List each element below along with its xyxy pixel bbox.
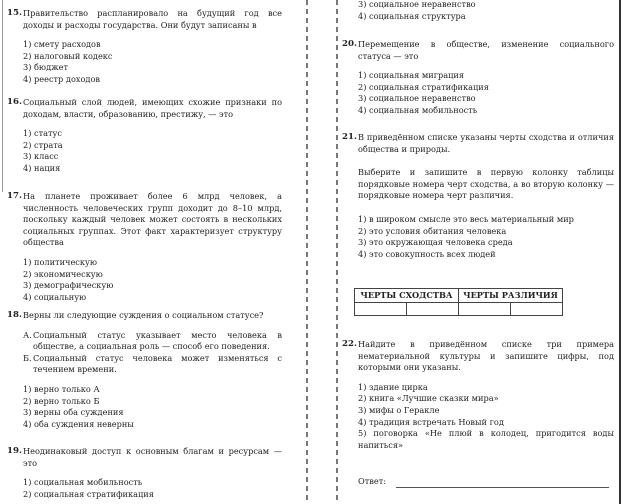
option: 2) это условия обитания человека — [358, 225, 507, 236]
option: 1) в широком смысле это весь материальный мир — [358, 213, 574, 224]
answer-cell[interactable] — [355, 303, 407, 316]
question-number: 21. — [342, 132, 357, 142]
option[interactable]: 3) бюджет — [23, 62, 69, 73]
option[interactable]: 2) верно только Б — [23, 395, 100, 406]
answer-cell[interactable] — [407, 303, 459, 316]
judgment-text: Социальный статус человека может изменяться с течением времени. — [33, 352, 282, 375]
answer-cell[interactable] — [511, 303, 563, 316]
cut-line-right — [336, 0, 338, 504]
option: 5) поговорка «Не плюй в колодец, пригодится воды напиться» — [358, 428, 614, 450]
option: 4) это совокупность всех людей — [358, 248, 496, 259]
options-list — [7, 257, 282, 303]
header-differences: ЧЕРТЫ РАЗЛИЧИЯ — [459, 289, 563, 303]
option[interactable]: 1) социальная мобильность — [23, 477, 143, 488]
option[interactable]: 4) социальная мобильность — [358, 104, 478, 115]
question-text: На планете проживает более 6 млрд человек, а численность человеческих групп доходит до 8–10 млрд, поскольку каждый человек может состоять в нескольких социальных группах. Этот факт характеризует структуру общества — [23, 191, 282, 248]
option: 4) традиция встречать Новый год — [358, 416, 504, 427]
question-instruction: Выберите и запишите в первую колонку таблицы порядковые номера черт сходства, а во вторую колонку — порядковые номера черт различия. — [358, 167, 614, 201]
question-number: 19. — [7, 446, 22, 456]
option: 2) книга «Лучшие сказки мира» — [358, 393, 499, 404]
cut-line-left — [306, 0, 308, 504]
options-list — [342, 0, 614, 22]
option[interactable]: 3) верны оба суждения — [23, 407, 124, 418]
question-number: 22. — [342, 339, 357, 349]
judgment-a — [23, 330, 282, 353]
scan-left-border — [2, 0, 3, 192]
options-list — [342, 70, 614, 116]
judgment-letter: Б. — [23, 352, 32, 363]
question-17 — [7, 191, 282, 303]
option: 1) здание цирка — [358, 381, 428, 392]
answer-cell[interactable] — [459, 303, 511, 316]
options-list — [7, 39, 282, 85]
question-text: Верны ли следующие суждения о социальном статусе? — [23, 310, 264, 320]
option[interactable]: 1) политическую — [23, 256, 97, 267]
judgment-b — [23, 353, 282, 376]
judgments-list — [7, 330, 282, 376]
comparison-table — [354, 288, 563, 316]
question-number: 17. — [7, 191, 22, 201]
option[interactable]: 4) реестр доходов — [23, 73, 100, 84]
option[interactable]: 3) социальное неравенство — [358, 0, 476, 9]
option[interactable]: 4) социальную — [23, 291, 87, 302]
options-list — [7, 384, 282, 430]
question-21 — [342, 132, 614, 260]
option[interactable]: 1) смету расходов — [23, 39, 101, 50]
option: 3) это окружающая человека среда — [358, 237, 513, 248]
option[interactable]: 4) нация — [23, 162, 61, 173]
option[interactable]: 3) демографическую — [23, 280, 114, 291]
option[interactable]: 1) статус — [23, 128, 62, 139]
option[interactable]: 4) оба суждения неверны — [23, 418, 134, 429]
question-19 — [7, 446, 282, 500]
option[interactable]: 2) экономическую — [23, 268, 103, 279]
answer-field — [358, 476, 609, 488]
question-number: 18. — [7, 310, 22, 320]
question-text: В приведённом списке указаны черты сходства и отличия общества и природы. — [358, 132, 614, 154]
table-row — [355, 303, 563, 316]
option[interactable]: 2) социальная стратификация — [358, 81, 489, 92]
question-18 — [7, 310, 282, 430]
question-text: Правительство распланировало на будущий год все доходы и расходы государства. Они будут записаны в — [23, 8, 282, 30]
question-number: 16. — [7, 97, 22, 107]
header-similarities: ЧЕРТЫ СХОДСТВА — [355, 289, 459, 303]
options-list — [342, 382, 614, 452]
judgment-text: Социальный статус указывает место человека в обществе, а социальная роль — способ его поведения. — [33, 329, 282, 352]
option[interactable]: 2) социальная стратификация — [23, 488, 154, 499]
question-text: Перемещение в обществе, изменение социального статуса — это — [358, 39, 614, 61]
option[interactable]: 1) социальная миграция — [358, 70, 465, 81]
options-list — [7, 477, 282, 500]
question-number: 15. — [7, 8, 22, 18]
option[interactable]: 3) класс — [23, 151, 59, 162]
options-list — [342, 214, 614, 260]
question-text: Неодинаковый доступ к основным благам и ресурсам — это — [23, 446, 282, 468]
option: 3) мифы о Геракле — [358, 404, 440, 415]
answer-input-line[interactable] — [396, 477, 609, 488]
question-15 — [7, 8, 282, 86]
question-text: Социальный слой людей, имеющих схожие признаки по доходам, власти, образованию, престижу, — это — [23, 97, 282, 119]
answer-label: Ответ: — [358, 476, 386, 486]
options-list — [7, 128, 282, 174]
question-22 — [342, 339, 614, 451]
option[interactable]: 2) налоговый кодекс — [23, 50, 113, 61]
question-text: Найдите в приведённом списке три примера нематериальной культуры и запишите цифры, под которыми они указаны. — [358, 339, 614, 373]
table-header-row — [355, 289, 563, 303]
question-20 — [342, 39, 614, 117]
question-16 — [7, 97, 282, 175]
question-19-continued — [342, 0, 614, 22]
scan-right-border — [619, 0, 621, 504]
option[interactable]: 2) страта — [23, 139, 63, 150]
option[interactable]: 4) социальная структура — [358, 10, 466, 21]
question-number: 20. — [342, 39, 357, 49]
option[interactable]: 3) социальное неравенство — [358, 93, 476, 104]
judgment-letter: А. — [23, 329, 32, 340]
option[interactable]: 1) верно только А — [23, 383, 100, 394]
